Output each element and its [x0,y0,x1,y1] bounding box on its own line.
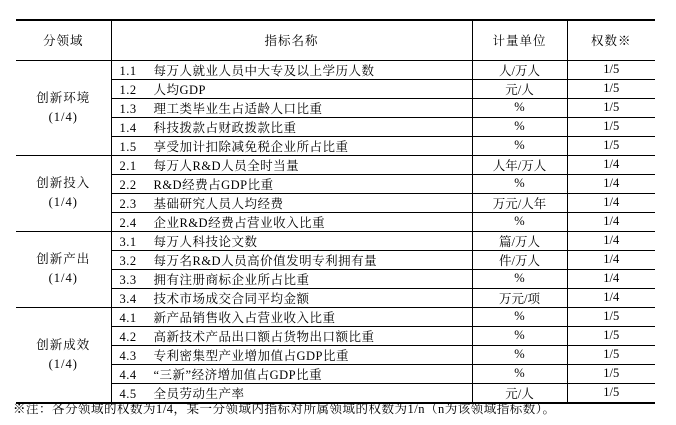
indicator-number: 1.5 [119,139,137,154]
indicator-name-cell [111,60,472,79]
indicator-number: 3.1 [119,234,137,249]
unit-cell: 元/人 [472,79,567,98]
indicator-name-cell [111,212,472,231]
weight-cell: 1/5 [567,326,655,345]
indicator-name: 科技拨款占财政拨款比重 [153,120,297,135]
weight-cell: 1/4 [567,193,655,212]
footnote: ※注：各分领域的权数为1/4，某一分领域内指标对所属领域的权数为1/n（n为该领域指标数）。 [13,402,556,416]
indicator-name: 拥有注册商标企业所占比重 [153,272,310,287]
unit-cell: % [472,98,567,117]
indicator-number: 4.2 [119,329,137,344]
weight-cell: 1/4 [567,250,655,269]
indicator-name-cell [111,364,472,383]
indicator-number: 4.4 [119,367,137,382]
indicator-name: 人均GDP [153,82,207,97]
indicator-row [16,98,655,117]
group-cell [16,307,111,403]
indicator-number: 2.3 [119,196,137,211]
indicator-name: 全员劳动生产率 [153,386,245,401]
header-cell-unit: 计量单位 [472,20,567,60]
unit-cell: % [472,364,567,383]
indicator-name-cell [111,288,472,307]
indicator-name: 专利密集型产业增加值占GDP比重 [153,348,350,363]
indicator-row [16,307,655,326]
indicator-number: 3.2 [119,253,137,268]
indicator-name-cell [111,155,472,174]
indicator-name: 企业R&D经费占营业收入比重 [153,215,326,230]
group-cell [16,60,111,155]
group-label: 创新环境 [36,90,91,105]
unit-cell: 篇/万人 [472,231,567,250]
unit-cell: % [472,174,567,193]
indicator-row [16,269,655,288]
indicator-name-cell [111,307,472,326]
indicator-table [16,19,655,404]
indicator-name-cell [111,79,472,98]
unit-cell: 人/万人 [472,60,567,79]
weight-cell: 1/5 [567,117,655,136]
header-cell-domain: 分领域 [16,20,111,60]
indicator-row [16,212,655,231]
weight-cell: 1/4 [567,155,655,174]
indicator-number: 4.1 [119,310,137,325]
header-cell-weight: 权数※ [567,20,655,60]
indicator-row [16,250,655,269]
weight-cell: 1/5 [567,79,655,98]
indicator-name: “三新”经济增加值占GDP比重 [153,367,323,382]
indicator-number: 4.3 [119,348,137,363]
group-weight: (1/4) [48,109,78,124]
weight-cell: 1/5 [567,307,655,326]
weight-cell: 1/5 [567,60,655,79]
indicator-name-cell [111,326,472,345]
indicator-name-cell [111,250,472,269]
group-label: 创新成效 [36,337,91,352]
indicator-name: 每万人R&D人员全时当量 [153,158,300,173]
indicator-row [16,174,655,193]
indicator-row [16,326,655,345]
group-weight: (1/4) [48,195,78,209]
unit-cell: % [472,136,567,155]
indicator-name-cell [111,345,472,364]
indicator-name-cell [111,174,472,193]
weight-cell: 1/5 [567,383,655,403]
weight-cell: 1/5 [567,364,655,383]
indicator-row [16,193,655,212]
indicator-name: 技术市场成交合同平均金额 [153,291,310,306]
weight-cell: 1/5 [567,98,655,117]
unit-cell: % [472,212,567,231]
table-body [16,60,655,403]
indicator-row [16,155,655,174]
unit-cell: % [472,269,567,288]
indicator-name-cell [111,136,472,155]
weight-cell: 1/5 [567,136,655,155]
group-cell [16,231,111,307]
unit-cell: 人年/万人 [472,155,567,174]
unit-cell: % [472,326,567,345]
group-label: 创新投入 [36,176,91,190]
weight-cell: 1/4 [567,174,655,193]
indicator-name: 每万人科技论文数 [153,234,258,249]
unit-cell: 万元/人年 [472,193,567,212]
indicator-row [16,345,655,364]
group-label: 创新产出 [36,252,91,266]
weight-cell: 1/4 [567,269,655,288]
weight-cell: 1/4 [567,231,655,250]
indicator-name: 每万名R&D人员高价值发明专利拥有量 [153,253,378,268]
indicator-row [16,60,655,79]
indicator-name-cell [111,231,472,250]
indicator-name-cell [111,193,472,212]
indicator-number: 2.4 [119,215,137,230]
indicator-number: 1.4 [119,120,137,135]
indicator-number: 1.2 [119,82,137,97]
group-cell [16,155,111,231]
indicator-name: 新产品销售收入占营业收入比重 [153,310,336,325]
indicator-number: 4.5 [119,386,137,401]
indicator-name: 理工类毕业生占适龄人口比重 [153,101,323,116]
indicator-name-cell [111,117,472,136]
indicator-row [16,117,655,136]
group-weight: (1/4) [48,356,78,371]
unit-cell: 元/人 [472,383,567,403]
indicator-name: 享受加计扣除减免税企业所占比重 [153,139,349,154]
indicator-number: 3.3 [119,272,137,287]
unit-cell: % [472,345,567,364]
indicator-name: 基础研究人员人均经费 [153,196,284,211]
header-row [16,20,655,60]
indicator-number: 2.1 [119,158,137,173]
unit-cell: 万元/项 [472,288,567,307]
weight-cell: 1/4 [567,288,655,307]
weight-cell: 1/5 [567,345,655,364]
indicator-number: 2.2 [119,177,137,192]
unit-cell: 件/万人 [472,250,567,269]
indicator-name: R&D经费占GDP比重 [153,177,274,192]
indicator-name: 每万人就业人员中大专及以上学历人数 [153,63,375,78]
indicator-name-cell [111,269,472,288]
indicator-row [16,231,655,250]
header-cell-indicator-name: 指标名称 [111,20,472,60]
group-weight: (1/4) [48,271,78,285]
indicator-name: 高新技术产品出口额占货物出口额比重 [153,329,375,344]
indicator-name-cell [111,98,472,117]
indicator-number: 3.4 [119,291,137,306]
indicator-row [16,79,655,98]
indicator-row [16,364,655,383]
weight-cell: 1/4 [567,212,655,231]
unit-cell: % [472,307,567,326]
unit-cell: % [472,117,567,136]
indicator-number: 1.1 [119,63,137,78]
indicator-row [16,136,655,155]
indicator-row [16,288,655,307]
indicator-number: 1.3 [119,101,137,116]
